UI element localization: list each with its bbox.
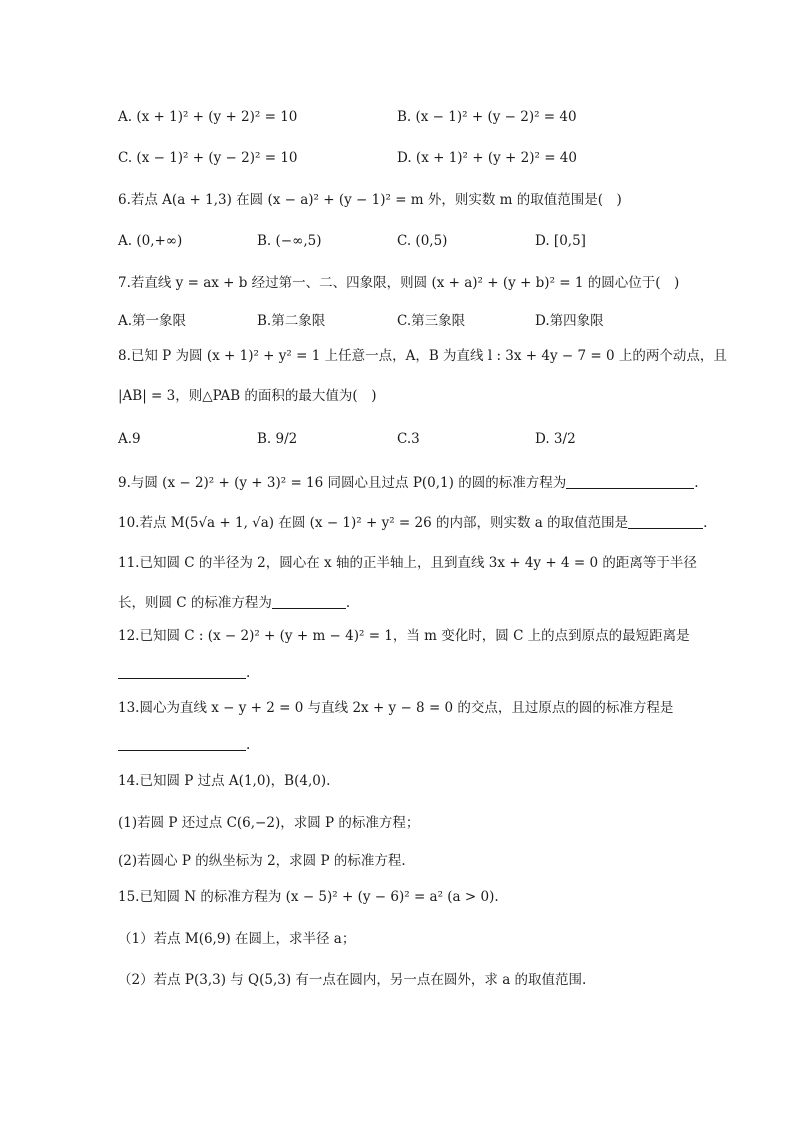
q11-text: 长，则圆 C 的标准方程为 xyxy=(118,595,272,611)
q7-option-b: B.第二象限 xyxy=(257,313,326,329)
q7-option-c: C.第三象限 xyxy=(397,313,466,329)
q15-part1: （1）若点 M(6,9) 在圆上，求半径 a； xyxy=(118,931,356,947)
q6-stem: 6.若点 A(a + 1,3) 在圆 (x − a)² + (y − 1)² = m 外，则实数 m 的取值范围是( ) xyxy=(118,192,622,208)
q14-part2: (2)若圆心 P 的纵坐标为 2，求圆 P 的标准方程. xyxy=(118,853,406,869)
q5-option-c: C. (x − 1)² + (y − 2)² = 10 xyxy=(118,150,298,166)
q13-answer-line: . xyxy=(118,738,250,753)
q15-stem: 15.已知圆 N 的标准方程为 (x − 5)² + (y − 6)² = a² (a > 0). xyxy=(118,889,499,905)
q10-answer-blank[interactable] xyxy=(628,516,703,529)
q11-stem-line1: 11.已知圆 C 的半径为 2，圆心在 x 轴的正半轴上，且到直线 3x + 4y + 4 = 0 的距离等于半径 xyxy=(118,555,697,571)
q5-option-d: D. (x + 1)² + (y + 2)² = 40 xyxy=(397,150,577,166)
q12-answer-blank[interactable] xyxy=(118,666,246,679)
q12-answer-line: . xyxy=(118,666,250,681)
q7-option-d: D.第四象限 xyxy=(535,313,604,329)
q5-option-a: A. (x + 1)² + (y + 2)² = 10 xyxy=(118,109,298,125)
q6-option-a: A. (0,+∞) xyxy=(118,233,183,249)
q8-option-a: A.9 xyxy=(118,431,141,447)
q6-option-b: B. (−∞,5) xyxy=(257,233,322,249)
q11-answer-blank[interactable] xyxy=(272,596,346,609)
q15-part2: （2）若点 P(3,3) 与 Q(5,3) 有一点在圆内，另一点在圆外，求 a 的取值范围. xyxy=(118,972,587,988)
q7-option-a: A.第一象限 xyxy=(118,313,187,329)
q10-stem: 10.若点 M(5√a + 1, √a) 在圆 (x − 1)² + y² = 26 的内部，则实数 a 的取值范围是 . xyxy=(118,515,708,531)
q7-stem: 7.若直线 y = ax + b 经过第一、二、四象限，则圆 (x + a)² + (y + b)² = 1 的圆心位于( ) xyxy=(118,275,680,291)
q9-answer-blank[interactable] xyxy=(566,476,694,489)
q6-option-d: D. [0,5] xyxy=(535,233,586,249)
q13-stem: 13.圆心为直线 x − y + 2 = 0 与直线 2x + y − 8 = 0 的交点，且过原点的圆的标准方程是 xyxy=(118,700,674,716)
q9-stem: 9.与圆 (x − 2)² + (y + 3)² = 16 同圆心且过点 P(0,1) 的圆的标准方程为 . xyxy=(118,475,699,491)
q8-option-c: C.3 xyxy=(397,431,420,447)
q13-answer-blank[interactable] xyxy=(118,738,246,751)
q8-option-b: B. 9/2 xyxy=(257,431,298,447)
q12-stem: 12.已知圆 C : (x − 2)² + (y + m − 4)² = 1，当 m 变化时，圆 C 上的点到原点的最短距离是 xyxy=(118,628,690,644)
q6-option-c: C. (0,5) xyxy=(397,233,448,249)
q8-stem-line1: 8.已知 P 为圆 (x + 1)² + y² = 1 上任意一点，A，B 为直线 l : 3x + 4y − 7 = 0 上的两个动点，且 xyxy=(118,348,727,364)
q11-stem-line2: 长，则圆 C 的标准方程为 . xyxy=(118,595,351,611)
q5-option-b: B. (x − 1)² + (y − 2)² = 40 xyxy=(397,109,577,125)
q14-part1: (1)若圆 P 还过点 C(6,−2)，求圆 P 的标准方程； xyxy=(118,815,420,831)
q9-text: 9.与圆 (x − 2)² + (y + 3)² = 16 同圆心且过点 P(0,1) 的圆的标准方程为 xyxy=(118,475,567,491)
q8-stem-line2: |AB| = 3，则△PAB 的面积的最大值为( ) xyxy=(118,388,377,404)
q14-stem: 14.已知圆 P 过点 A(1,0)，B(4,0). xyxy=(118,773,331,789)
q10-text: 10.若点 M(5√a + 1, √a) 在圆 (x − 1)² + y² = 26 的内部，则实数 a 的取值范围是 xyxy=(118,515,629,531)
q8-option-d: D. 3/2 xyxy=(535,431,576,447)
